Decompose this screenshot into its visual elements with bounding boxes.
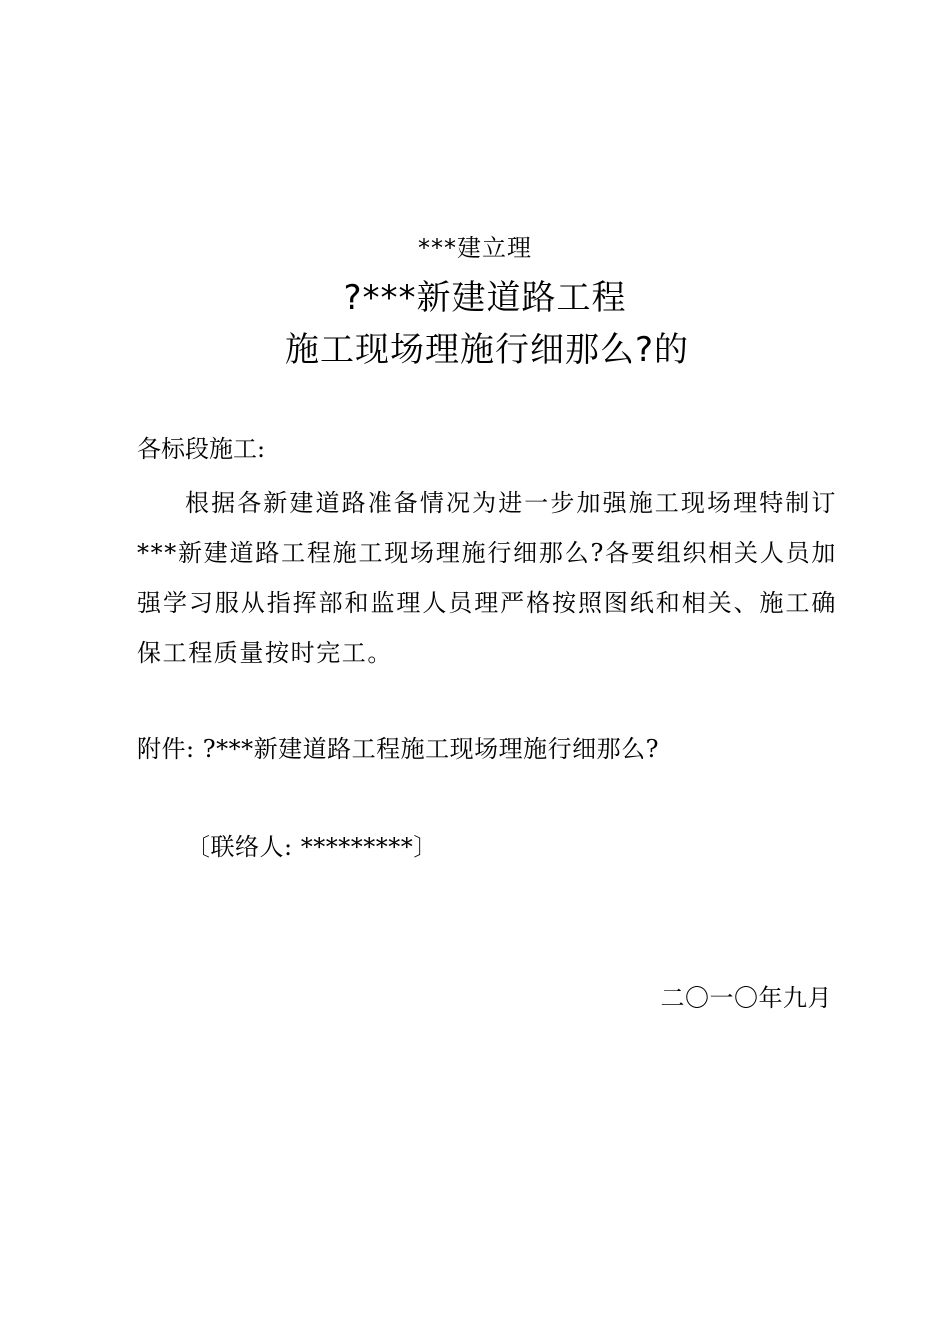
salutation: 各标段施工: — [137, 435, 266, 463]
document-title-line-2: 施工现场理施行细那么?的 — [284, 330, 690, 370]
attachment-line: 附件: ?***新建道路工程施工现场理施行细那么? — [137, 735, 659, 763]
document-title-line-1: ?***新建道路工程 — [343, 278, 627, 318]
contact-line: 〔联络人: *********〕 — [186, 833, 438, 861]
issuer-heading: ***建立理 — [418, 234, 532, 262]
body-paragraph: 根据各新建道路准备情况为进一步加强施工现场理特制订***新建道路工程施工现场理施行细那么?各要组织相关人员加强学习服从指挥部和监理人员理严格按照图纸和相关、施工确保工程质量按时完工。 — [137, 489, 837, 667]
issue-date: 二〇一〇年九月 — [660, 984, 832, 1012]
